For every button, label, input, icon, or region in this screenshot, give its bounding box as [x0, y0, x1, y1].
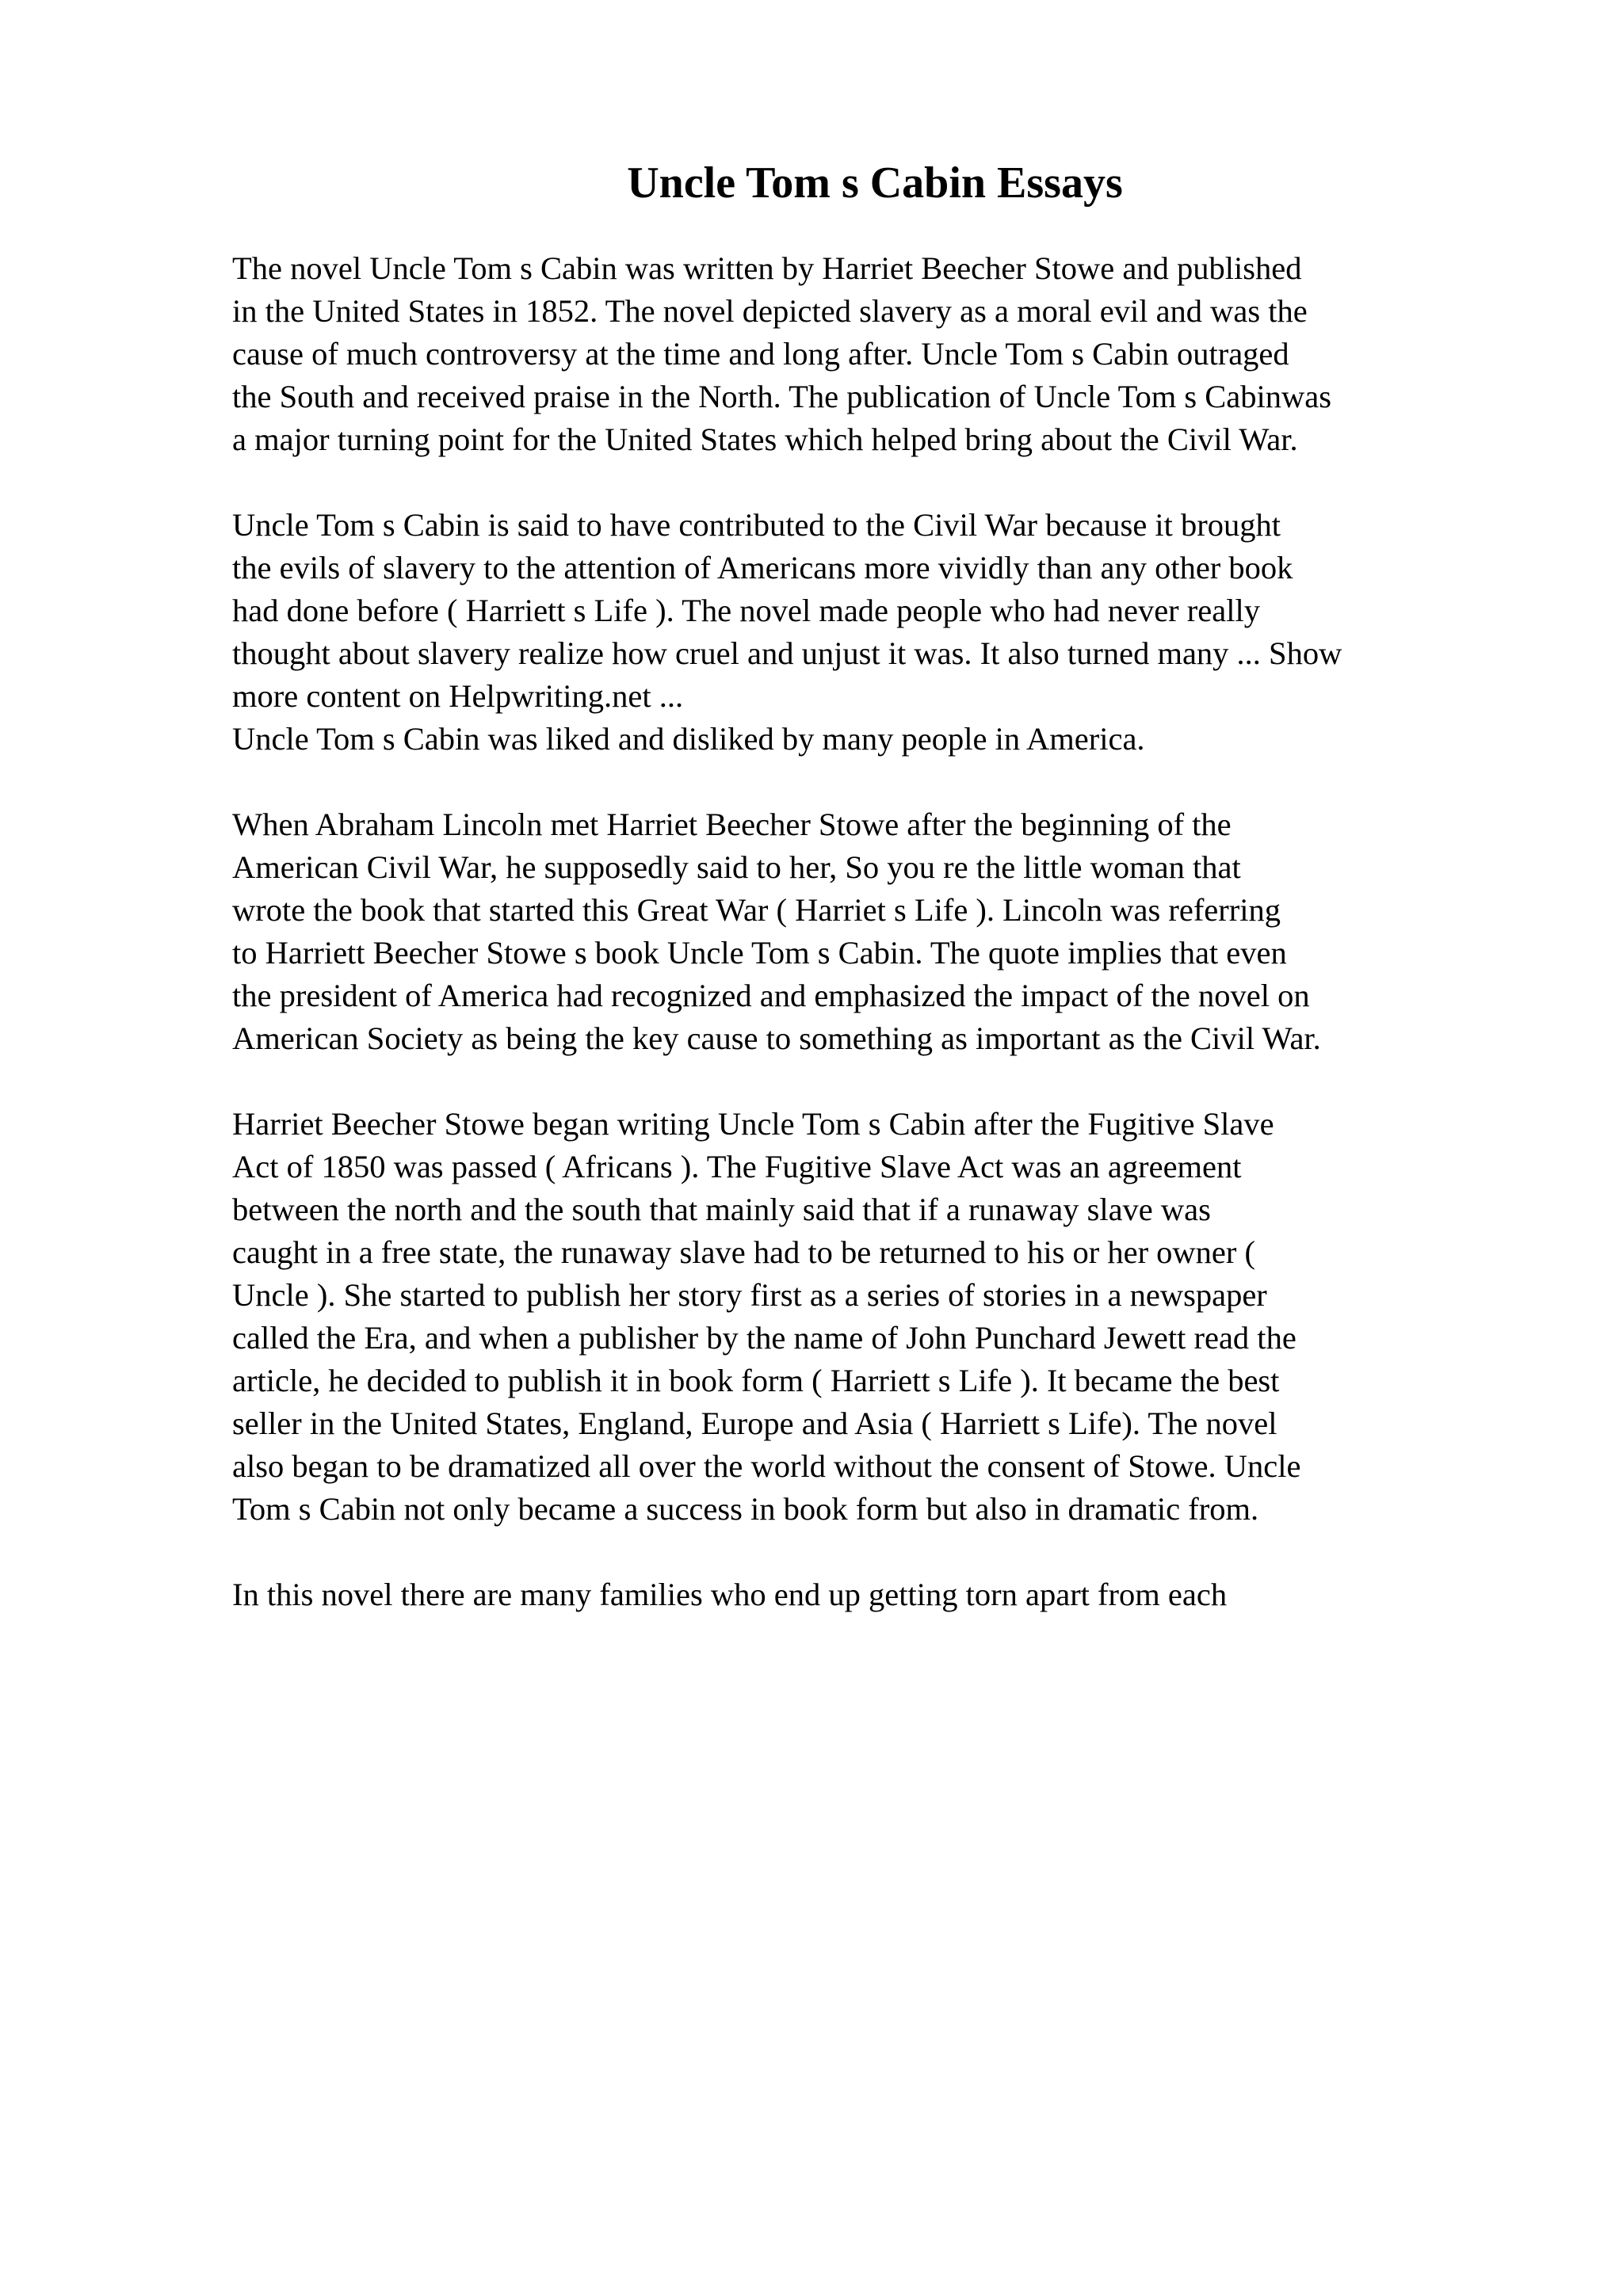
text-line: The novel Uncle Tom s Cabin was written by Harriet Beecher Stowe and published [232, 250, 1302, 286]
text-line: also began to be dramatized all over the world without the consent of Stowe. Uncle [232, 1448, 1301, 1484]
document-body [232, 247, 1595, 1616]
text-line: Harriet Beecher Stowe began writing Uncle Tom s Cabin after the Fugitive Slave [232, 1106, 1274, 1142]
text-line: seller in the United States, England, Europe and Asia ( Harriett s Life). The novel [232, 1405, 1277, 1441]
text-line: Tom s Cabin not only became a success in book form but also in dramatic from. [232, 1491, 1259, 1527]
text-line: When Abraham Lincoln met Harriet Beecher Stowe after the beginning of the [232, 807, 1232, 842]
text-line: called the Era, and when a publisher by the name of John Punchard Jewett read the [232, 1320, 1296, 1356]
text-line: the president of America had recognized and emphasized the impact of the novel on [232, 978, 1310, 1013]
paragraph-spacer [232, 1531, 1595, 1573]
text-line: more content on Helpwriting.net ... [232, 678, 684, 714]
paragraph-spacer [232, 1060, 1595, 1103]
document-title: Uncle Tom s Cabin Essays [627, 158, 1123, 208]
text-line: thought about slavery realize how cruel and unjust it was. It also turned many ... Show [232, 635, 1342, 671]
text-line: Uncle Tom s Cabin was liked and disliked by many people in America. [232, 721, 1145, 757]
paragraph-3 [232, 803, 1595, 1060]
text-line: article, he decided to publish it in book form ( Harriett s Life ). It became the best [232, 1363, 1280, 1398]
text-line: the South and received praise in the North. The publication of Uncle Tom s Cabinwas [232, 379, 1331, 414]
text-line: Uncle Tom s Cabin is said to have contributed to the Civil War because it brought [232, 507, 1281, 543]
paragraph-4 [232, 1103, 1595, 1531]
text-line: cause of much controversy at the time and long after. Uncle Tom s Cabin outraged [232, 336, 1289, 372]
text-line: in the United States in 1852. The novel depicted slavery as a moral evil and was the [232, 293, 1308, 329]
text-line: In this novel there are many families who end up getting torn apart from each [232, 1577, 1228, 1612]
text-line: a major turning point for the United States which helped bring about the Civil War. [232, 421, 1298, 457]
text-line: the evils of slavery to the attention of Americans more vividly than any other book [232, 550, 1293, 585]
text-line: caught in a free state, the runaway slave had to be returned to his or her owner ( [232, 1234, 1255, 1270]
paragraph-1 [232, 247, 1595, 461]
text-line: American Society as being the key cause to something as important as the Civil War. [232, 1020, 1321, 1056]
text-line: Uncle ). She started to publish her story first as a series of stories in a newspaper [232, 1277, 1267, 1313]
text-line: between the north and the south that mainly said that if a runaway slave was [232, 1192, 1211, 1227]
paragraph-5 [232, 1573, 1595, 1616]
paragraph-spacer [232, 761, 1595, 803]
text-line: Act of 1850 was passed ( Africans ). The Fugitive Slave Act was an agreement [232, 1149, 1242, 1184]
paragraph-2 [232, 504, 1595, 761]
paragraph-spacer [232, 461, 1595, 504]
text-line: to Harriett Beecher Stowe s book Uncle Tom s Cabin. The quote implies that even [232, 935, 1287, 971]
text-line: American Civil War, he supposedly said to her, So you re the little woman that [232, 849, 1241, 885]
text-line: had done before ( Harriett s Life ). The novel made people who had never really [232, 593, 1260, 628]
text-line: wrote the book that started this Great War ( Harriet s Life ). Lincoln was referring [232, 892, 1281, 928]
